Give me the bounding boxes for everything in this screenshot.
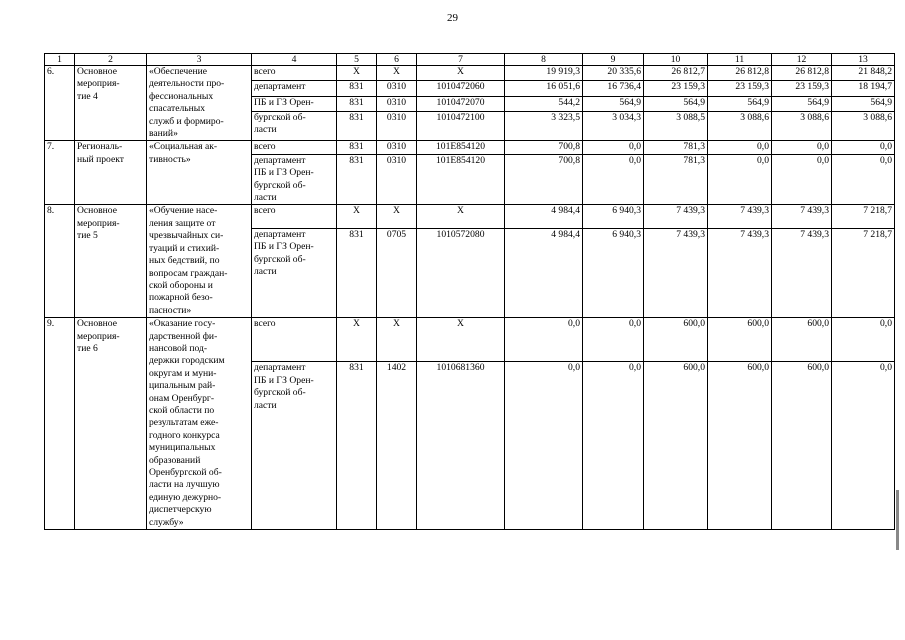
executor-cell: всего: [252, 205, 337, 229]
target-article-code: Х: [417, 205, 505, 229]
grbs-code: 831: [337, 141, 377, 154]
header-row: [45, 54, 895, 66]
target-article-code: 1010472060: [417, 81, 505, 96]
section-code: Х: [377, 66, 417, 81]
section-code: 1402: [377, 362, 417, 530]
event-name: «Обучение насе- ления защите от чрезвычайных си- туаций и стихий- ных бедствий, по вопросам граждан- ской обороны и пожарной безо- пасности»: [147, 205, 252, 318]
section-code: 0310: [377, 141, 417, 154]
amount-cell: 3 088,5: [644, 111, 708, 141]
grbs-code: Х: [337, 205, 377, 229]
section-code: Х: [377, 318, 417, 362]
amount-cell: 600,0: [772, 362, 832, 530]
amount-cell: 20 335,6: [583, 66, 644, 81]
target-article-code: 1010472070: [417, 96, 505, 111]
column-header: 13: [832, 54, 895, 66]
event-name: «Оказание госу- дарственной фи- нансовой под- держки городским округам и муни- ципальным рай- онам Оренбург- ской области по результатам еже- годного конкурса муниципальных образований Оренбургской об- ласти на лучшую единую дежурно- диспетчерскую службу»: [147, 318, 252, 530]
scan-edge-mark: [896, 490, 899, 550]
amount-cell: 600,0: [644, 362, 708, 530]
amount-cell: 781,3: [644, 141, 708, 154]
amount-cell: 7 439,3: [772, 205, 832, 229]
column-header: 6: [377, 54, 417, 66]
section-code: 0310: [377, 111, 417, 141]
event-type: Основное мероприя- тие 5: [75, 205, 147, 318]
amount-cell: 0,0: [832, 154, 895, 205]
executor-cell: департамент ПБ и ГЗ Орен- бургской об- ласти: [252, 362, 337, 530]
amount-cell: 26 812,8: [708, 66, 772, 81]
amount-cell: 564,9: [583, 96, 644, 111]
amount-cell: 7 439,3: [772, 229, 832, 318]
amount-cell: 0,0: [708, 154, 772, 205]
target-article-code: 1010572080: [417, 229, 505, 318]
event-type: Основное мероприя- тие 4: [75, 66, 147, 141]
amount-cell: 700,8: [505, 154, 583, 205]
target-article-code: Х: [417, 66, 505, 81]
amount-cell: 564,9: [708, 96, 772, 111]
amount-cell: 0,0: [772, 154, 832, 205]
amount-cell: 26 812,7: [644, 66, 708, 81]
row-number: 6.: [45, 66, 75, 141]
event-type: Основное мероприя- тие 6: [75, 318, 147, 530]
amount-cell: 600,0: [708, 318, 772, 362]
column-header: 9: [583, 54, 644, 66]
amount-cell: 700,8: [505, 141, 583, 154]
target-article-code: 101E854120: [417, 154, 505, 205]
amount-cell: 600,0: [772, 318, 832, 362]
amount-cell: 7 218,7: [832, 229, 895, 318]
amount-cell: 3 088,6: [772, 111, 832, 141]
amount-cell: 564,9: [832, 96, 895, 111]
row-number: 9.: [45, 318, 75, 530]
grbs-code: 831: [337, 111, 377, 141]
column-header: 7: [417, 54, 505, 66]
column-header: 4: [252, 54, 337, 66]
column-header: 1: [45, 54, 75, 66]
target-article-code: 1010472100: [417, 111, 505, 141]
table-row: [45, 318, 895, 362]
amount-cell: 0,0: [505, 318, 583, 362]
grbs-code: 831: [337, 81, 377, 96]
column-header: 3: [147, 54, 252, 66]
amount-cell: 0,0: [772, 141, 832, 154]
column-header: 5: [337, 54, 377, 66]
amount-cell: 564,9: [644, 96, 708, 111]
event-name: «Обеспечение деятельности про- фессиональных спасательных служб и формиро- ваний»: [147, 66, 252, 141]
grbs-code: 831: [337, 362, 377, 530]
amount-cell: 7 439,3: [644, 229, 708, 318]
amount-cell: 16 736,4: [583, 81, 644, 96]
grbs-code: 831: [337, 96, 377, 111]
executor-cell: всего: [252, 66, 337, 81]
target-article-code: Х: [417, 318, 505, 362]
amount-cell: 0,0: [583, 141, 644, 154]
amount-cell: 7 218,7: [832, 205, 895, 229]
amount-cell: 6 940,3: [583, 205, 644, 229]
column-header: 11: [708, 54, 772, 66]
amount-cell: 19 919,3: [505, 66, 583, 81]
column-header: 12: [772, 54, 832, 66]
amount-cell: 3 088,6: [708, 111, 772, 141]
grbs-code: 831: [337, 154, 377, 205]
amount-cell: 600,0: [708, 362, 772, 530]
event-name: «Социальная ак- тивность»: [147, 141, 252, 205]
section-code: 0705: [377, 229, 417, 318]
section-code: 0310: [377, 96, 417, 111]
column-header: 10: [644, 54, 708, 66]
executor-cell: департамент ПБ и ГЗ Орен- бургской об- ласти: [252, 154, 337, 205]
amount-cell: 0,0: [832, 141, 895, 154]
amount-cell: 0,0: [832, 318, 895, 362]
grbs-code: Х: [337, 66, 377, 81]
section-code: 0310: [377, 81, 417, 96]
grbs-code: Х: [337, 318, 377, 362]
amount-cell: 21 848,2: [832, 66, 895, 81]
executor-cell: ПБ и ГЗ Орен-: [252, 96, 337, 111]
executor-cell: департамент: [252, 81, 337, 96]
executor-cell: всего: [252, 141, 337, 154]
executor-cell: департамент ПБ и ГЗ Орен- бургской об- ласти: [252, 229, 337, 318]
amount-cell: 564,9: [772, 96, 832, 111]
amount-cell: 3 323,5: [505, 111, 583, 141]
amount-cell: 0,0: [583, 318, 644, 362]
table-row: [45, 141, 895, 154]
amount-cell: 781,3: [644, 154, 708, 205]
amount-cell: 3 088,6: [832, 111, 895, 141]
column-header: 2: [75, 54, 147, 66]
amount-cell: 23 159,3: [772, 81, 832, 96]
amount-cell: 544,2: [505, 96, 583, 111]
amount-cell: 6 940,3: [583, 229, 644, 318]
amount-cell: 0,0: [505, 362, 583, 530]
amount-cell: 16 051,6: [505, 81, 583, 96]
section-code: 0310: [377, 154, 417, 205]
row-number: 7.: [45, 141, 75, 205]
amount-cell: 0,0: [832, 362, 895, 530]
amount-cell: 26 812,8: [772, 66, 832, 81]
table-row: [45, 66, 895, 81]
amount-cell: 4 984,4: [505, 205, 583, 229]
table-row: [45, 205, 895, 229]
section-code: Х: [377, 205, 417, 229]
budget-table: [44, 53, 895, 530]
amount-cell: 23 159,3: [644, 81, 708, 96]
amount-cell: 4 984,4: [505, 229, 583, 318]
amount-cell: 18 194,7: [832, 81, 895, 96]
amount-cell: 7 439,3: [644, 205, 708, 229]
amount-cell: 3 034,3: [583, 111, 644, 141]
executor-cell: всего: [252, 318, 337, 362]
amount-cell: 0,0: [583, 154, 644, 205]
amount-cell: 7 439,3: [708, 229, 772, 318]
executor-cell: бургской об- ласти: [252, 111, 337, 141]
amount-cell: 0,0: [708, 141, 772, 154]
event-type: Региональ- ный проект: [75, 141, 147, 205]
target-article-code: 1010681360: [417, 362, 505, 530]
target-article-code: 101E854120: [417, 141, 505, 154]
column-header: 8: [505, 54, 583, 66]
amount-cell: 23 159,3: [708, 81, 772, 96]
page-number: 29: [447, 12, 458, 24]
amount-cell: 0,0: [583, 362, 644, 530]
amount-cell: 7 439,3: [708, 205, 772, 229]
grbs-code: 831: [337, 229, 377, 318]
row-number: 8.: [45, 205, 75, 318]
amount-cell: 600,0: [644, 318, 708, 362]
